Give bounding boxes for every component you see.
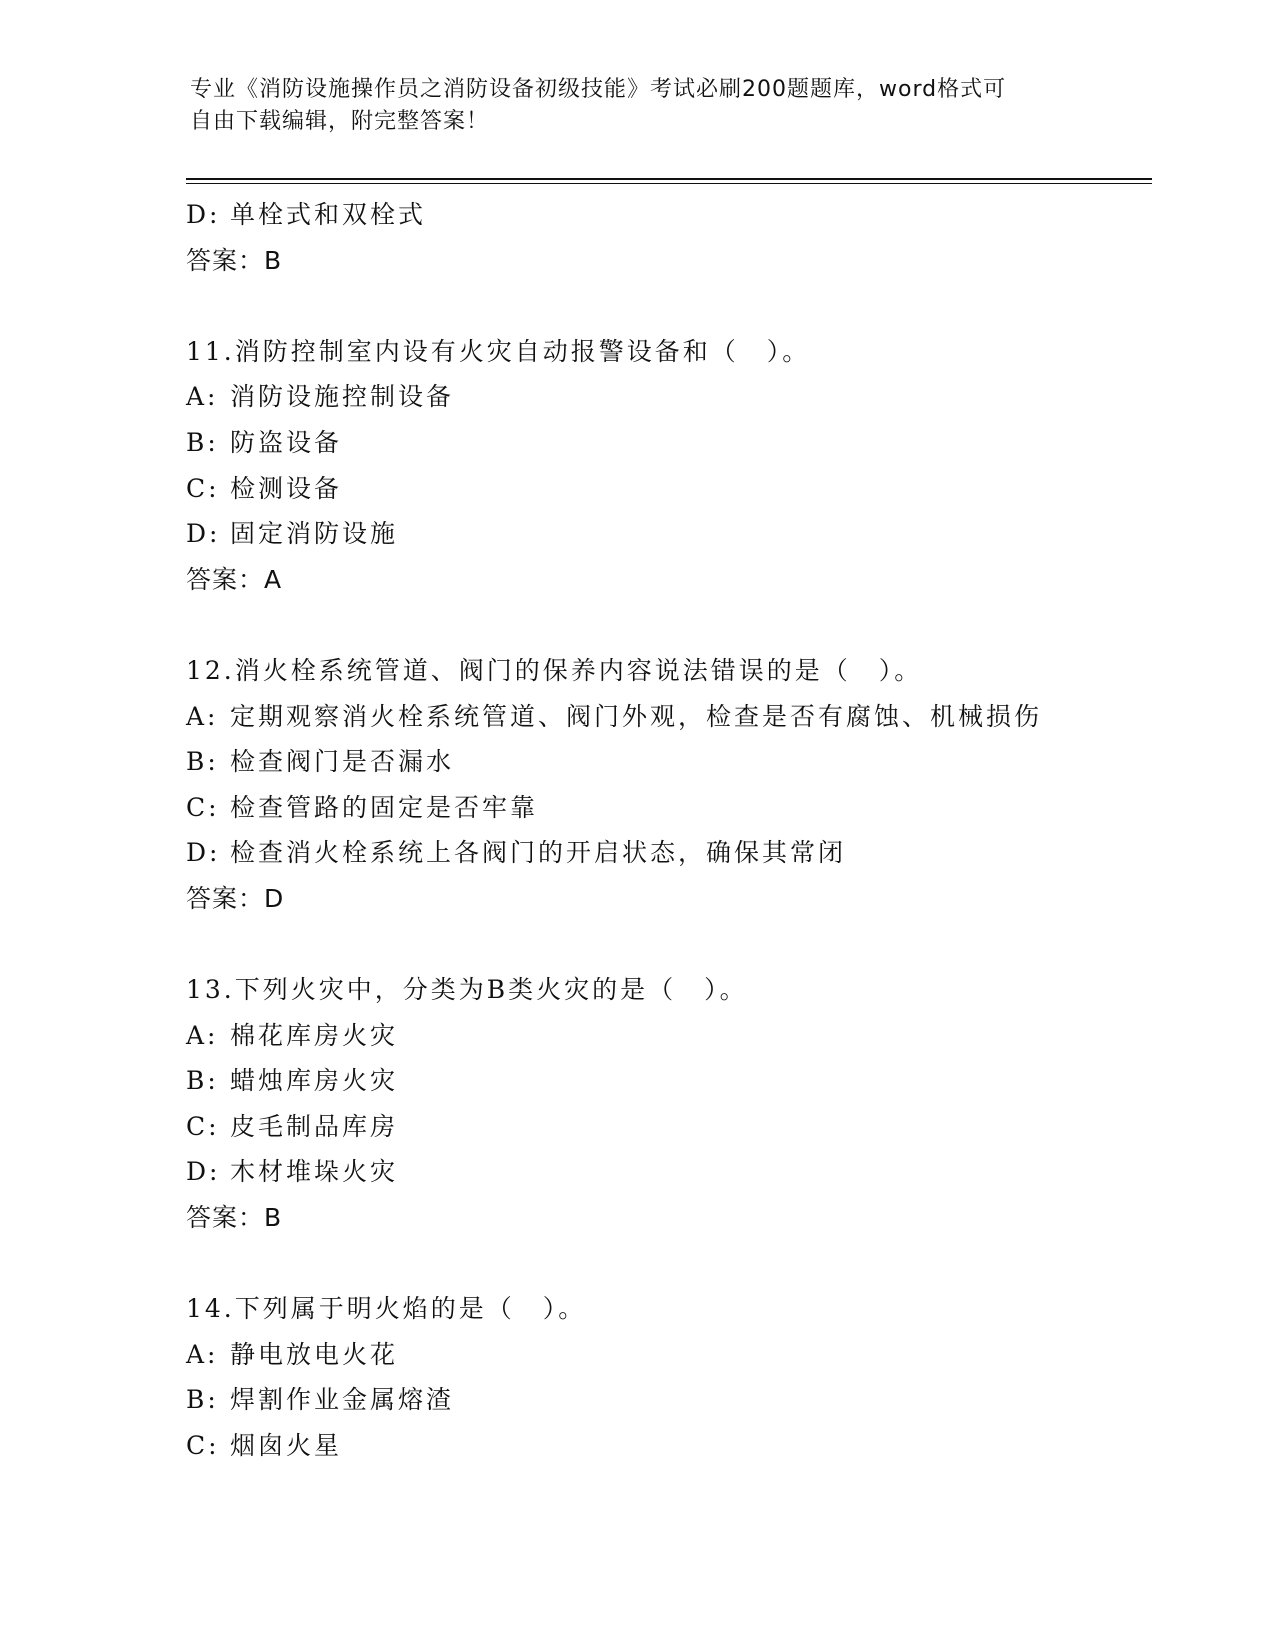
option-text: 定期观察消火栓系统管道、阀门外观，检查是否有腐蚀、机械损伤 bbox=[230, 701, 1043, 731]
option-label: C: bbox=[186, 1111, 220, 1141]
option-d bbox=[186, 192, 1152, 238]
option-c bbox=[186, 785, 1152, 831]
option-label: B: bbox=[186, 747, 219, 777]
option-a bbox=[186, 374, 1152, 420]
header-line-2: 自由下载编辑，附完整答案！ bbox=[190, 109, 490, 134]
document-body bbox=[186, 192, 1152, 1469]
option-label: D: bbox=[186, 838, 221, 868]
option-label: D: bbox=[186, 200, 221, 229]
spacer bbox=[186, 283, 1152, 329]
answer-line: 答案：D bbox=[186, 883, 285, 913]
option-text: 消防设施控制设备 bbox=[230, 382, 455, 412]
option-label: A: bbox=[186, 701, 219, 731]
option-c bbox=[186, 1104, 1152, 1150]
answer-line: 答案：A bbox=[186, 564, 283, 594]
option-label: B: bbox=[186, 1385, 219, 1415]
option-b bbox=[186, 1377, 1152, 1423]
option-label: A: bbox=[186, 1020, 219, 1050]
option-label: D: bbox=[186, 1157, 221, 1187]
option-label: C: bbox=[186, 473, 220, 503]
question-stem: 12.消火栓系统管道、阀门的保养内容说法错误的是（ ）。 bbox=[186, 655, 923, 685]
option-a bbox=[186, 1332, 1152, 1378]
option-text: 检测设备 bbox=[230, 473, 343, 503]
option-label: B: bbox=[186, 1066, 219, 1096]
option-b bbox=[186, 420, 1152, 466]
option-b bbox=[186, 739, 1152, 785]
option-text: 蜡烛库房火灾 bbox=[230, 1066, 399, 1096]
option-label: B: bbox=[186, 427, 219, 457]
option-c bbox=[186, 466, 1152, 512]
option-d bbox=[186, 511, 1152, 557]
question-stem: 11.消防控制室内设有火灾自动报警设备和（ ）。 bbox=[186, 336, 811, 366]
option-text: 木材堆垛火灾 bbox=[230, 1157, 399, 1187]
answer-line: 答案：B bbox=[186, 245, 283, 275]
option-label: C: bbox=[186, 792, 220, 822]
spacer bbox=[186, 922, 1152, 968]
question-stem: 13.下列火灾中，分类为B类火灾的是（ ）。 bbox=[186, 975, 748, 1005]
option-text: 烟囱火星 bbox=[230, 1431, 343, 1461]
option-d bbox=[186, 1149, 1152, 1195]
option-text: 静电放电火花 bbox=[230, 1339, 399, 1369]
spacer bbox=[186, 602, 1152, 648]
option-text: 检查管路的固定是否牢靠 bbox=[230, 792, 539, 822]
option-d bbox=[186, 830, 1152, 876]
option-text: 检查消火栓系统上各阀门的开启状态，确保其常闭 bbox=[230, 838, 847, 868]
option-text: 防盗设备 bbox=[230, 427, 343, 457]
option-c bbox=[186, 1423, 1152, 1469]
option-text: 检查阀门是否漏水 bbox=[230, 747, 455, 777]
header-rule-thin bbox=[186, 183, 1152, 184]
option-a bbox=[186, 694, 1152, 740]
spacer bbox=[186, 1241, 1152, 1287]
option-text: 固定消防设施 bbox=[230, 519, 399, 549]
question-stem: 14.下列属于明火焰的是（ ）。 bbox=[186, 1294, 587, 1324]
option-label: D: bbox=[186, 519, 221, 549]
header-line-1: 专业《消防设施操作员之消防设备初级技能》考试必刷200题题库，word格式可 bbox=[190, 77, 1007, 102]
option-text: 单栓式和双栓式 bbox=[230, 200, 427, 229]
page-header bbox=[190, 74, 1090, 138]
option-a bbox=[186, 1013, 1152, 1059]
option-text: 皮毛制品库房 bbox=[230, 1111, 399, 1141]
option-label: C: bbox=[186, 1431, 220, 1461]
option-b bbox=[186, 1058, 1152, 1104]
header-rule-thick bbox=[186, 178, 1152, 180]
answer-line: 答案：B bbox=[186, 1203, 283, 1233]
option-label: A: bbox=[186, 382, 219, 412]
option-text: 焊割作业金属熔渣 bbox=[230, 1385, 455, 1415]
option-label: A: bbox=[186, 1339, 219, 1369]
option-text: 棉花库房火灾 bbox=[230, 1020, 399, 1050]
